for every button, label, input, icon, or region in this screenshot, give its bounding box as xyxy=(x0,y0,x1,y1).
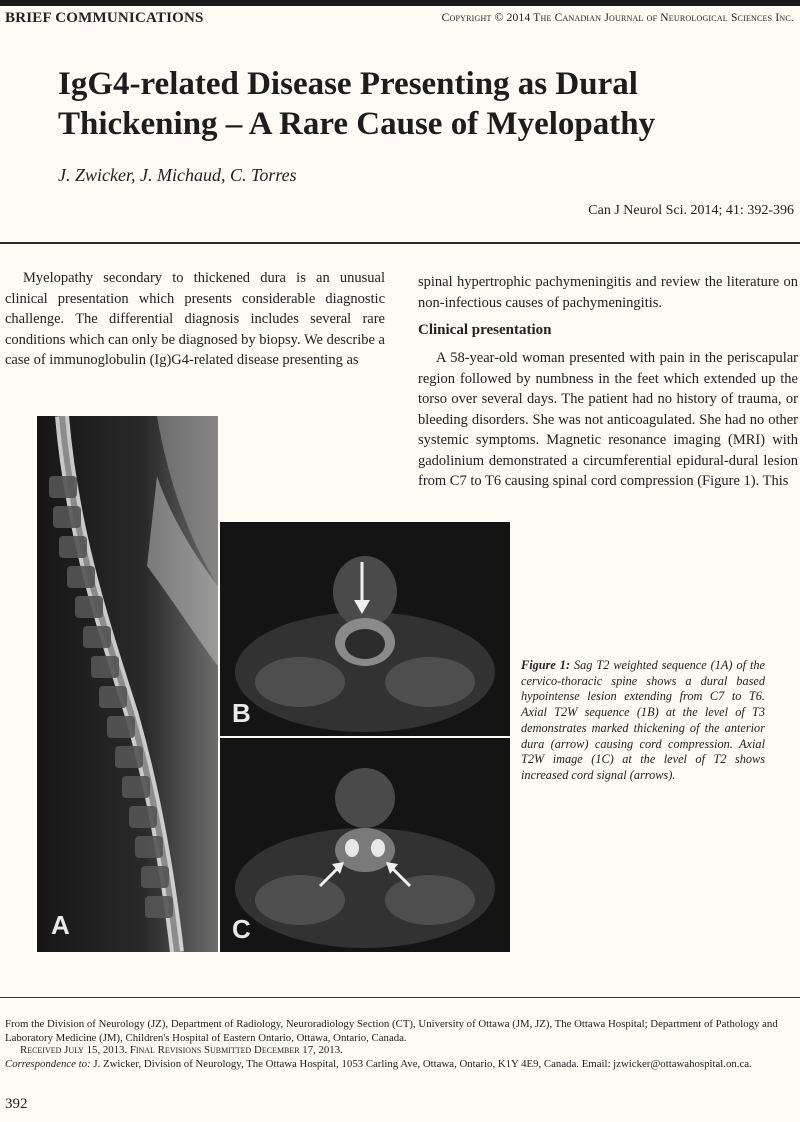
intro-continuation-text: spinal hypertrophic pachymeningitis and review the literature on non-infectious causes of pachymeningitis. xyxy=(418,274,798,311)
section-label: BRIEF COMMUNICATIONS xyxy=(5,10,204,26)
panel-label-c: C xyxy=(232,914,251,944)
panel-label-a: A xyxy=(51,910,70,940)
footnote-divider xyxy=(0,997,800,998)
mri-panel-c xyxy=(220,738,510,952)
mri-panel-b xyxy=(220,522,510,736)
affiliation-note: From the Division of Neurology (JZ), Department of Radiology, Neuroradiology Section (CT), University of Ottawa (JM, JZ), The Ottawa Hospital; Department of Pathology and Laboratory Medicine (JM), Children's Hospital of Eastern Ontario, Ottawa, Ontario, Canada. xyxy=(5,1018,778,1044)
caption-text: Sag T2 weighted sequence (1A) of the cervico-thoracic spine shows a dural based hypointense lesion extending from C7 to T6. Axial T2W sequence (1B) at the level of T3 demonstrates marked thickening of the anterior dura (arrow) causing cord compression. Axial T2W image (1C) at the level of T2 shows increased cord signal (arrows). xyxy=(521,658,766,782)
mri-sagittal-image xyxy=(37,416,218,952)
figure-caption xyxy=(521,658,765,784)
mri-axial-image-b xyxy=(220,522,510,736)
article-citation: Can J Neurol Sci. 2014; 41: 392-396 xyxy=(588,203,794,218)
article-title: IgG4-related Disease Presenting as Dural Thickening – A Rare Cause of Myelopathy xyxy=(58,66,656,142)
correspondence-label: Correspondence to: xyxy=(5,1058,91,1070)
title-divider xyxy=(0,242,800,244)
mri-axial-image-c xyxy=(220,738,510,952)
received-note: Received July 15, 2013. Final Revisions Submitted December 17, 2013. xyxy=(20,1044,343,1056)
clinical-column xyxy=(418,348,798,492)
page-number: 392 xyxy=(5,1096,28,1112)
section-heading-clinical: Clinical presentation xyxy=(418,322,552,338)
article-authors: J. Zwicker, J. Michaud, C. Torres xyxy=(58,165,297,185)
correspondence-note xyxy=(5,1058,795,1072)
mri-panel-a xyxy=(37,416,218,952)
intro-continuation xyxy=(418,272,798,313)
header-rule xyxy=(0,0,800,6)
panel-label-b: B xyxy=(232,698,251,728)
intro-column xyxy=(5,268,385,371)
intro-paragraph: Myelopathy secondary to thickened dura is an unusual clinical presentation which presents considerable diagnostic challenge. The differential diagnosis includes several rare conditions which can only be diagnosed by biopsy. We describe a case of immunoglobulin (Ig)G4-related disease presenting as xyxy=(5,270,385,368)
clinical-paragraph: A 58-year-old woman presented with pain in the periscapular region followed by numbness in the feet which extended up the torso over several days. The patient had no history of trauma, or bleeding disorders. She was not anticoagulated. She had no other systemic symptoms. Magnetic resonance imaging (MRI) with gadolinium demonstrated a circumferential epidural-dural lesion from C7 to T6 causing spinal cord compression (Figure 1). This xyxy=(418,350,798,489)
correspondence-text: J. Zwicker, Division of Neurology, The Ottawa Hospital, 1053 Carling Ave, Ottawa, Ontario, K1Y 4E9, Canada. Email: jzwicker@ottawahospital.on.ca. xyxy=(93,1058,752,1070)
copyright-notice: Copyright © 2014 The Canadian Journal of Neurological Sciences Inc. xyxy=(441,12,794,24)
caption-label: Figure 1: xyxy=(521,658,571,672)
